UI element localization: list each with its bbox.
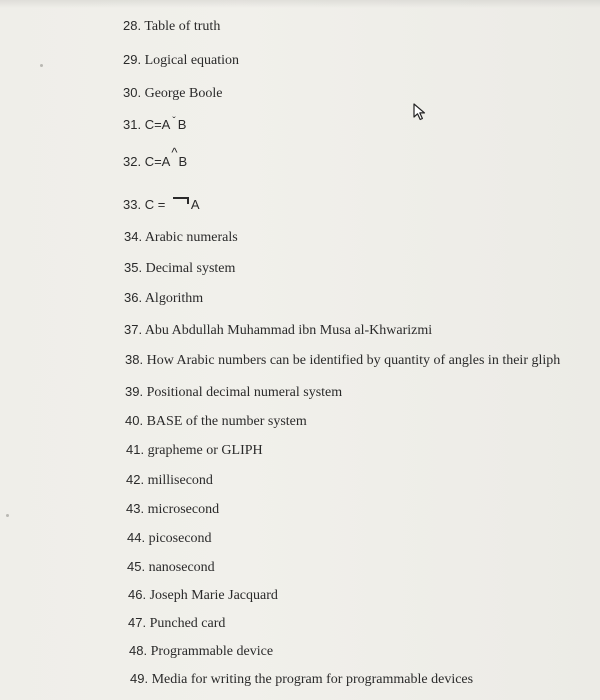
- item-number: 37.: [124, 322, 143, 337]
- list-item: [126, 441, 263, 460]
- expression-left: C=A: [144, 117, 171, 132]
- list-item: [123, 84, 222, 103]
- item-number: 42.: [126, 472, 145, 487]
- item-number: 29.: [123, 52, 142, 67]
- item-number: 49.: [130, 671, 149, 686]
- item-text: Table of truth: [144, 19, 221, 34]
- item-text: microsecond: [147, 502, 220, 517]
- expression-right: A: [190, 197, 200, 212]
- list-item: [125, 351, 560, 370]
- list-item: [127, 529, 212, 548]
- list-item: [130, 670, 473, 689]
- list-item: [127, 558, 215, 577]
- list-item: [124, 259, 235, 278]
- item-number: 48.: [129, 643, 148, 658]
- list-item: [125, 383, 342, 402]
- item-number: 35.: [124, 260, 143, 275]
- item-number: 40.: [125, 413, 144, 428]
- item-text: Joseph Marie Jacquard: [149, 588, 278, 603]
- logic-expression: [144, 145, 188, 171]
- item-number: 28.: [123, 18, 142, 33]
- list-item: [124, 321, 432, 340]
- item-text: Decimal system: [145, 261, 236, 276]
- list-item: [123, 196, 200, 214]
- item-text: Positional decimal numeral system: [146, 385, 343, 400]
- item-text: nanosecond: [148, 560, 215, 575]
- item-text: Algorithm: [144, 291, 204, 306]
- item-number: 44.: [127, 530, 146, 545]
- item-number: 31.: [123, 117, 142, 132]
- item-text: BASE of the number system: [146, 414, 307, 429]
- or-operator: ˇ: [172, 116, 176, 127]
- list-item: [125, 412, 307, 431]
- item-text: Media for writing the program for programmable devices: [151, 672, 474, 687]
- expression-left: C=A: [144, 154, 171, 169]
- and-operator: ^: [171, 145, 178, 160]
- list-item: [123, 145, 188, 171]
- list-item: [128, 614, 225, 633]
- item-text: Programmable device: [150, 644, 274, 659]
- list-item: [124, 228, 238, 247]
- list-item: [126, 500, 219, 519]
- list-item: [123, 116, 186, 136]
- item-number: 45.: [127, 559, 146, 574]
- item-number: 34.: [124, 229, 143, 244]
- list-item: [123, 17, 220, 36]
- item-number: 33.: [123, 197, 142, 212]
- not-operator-icon: [169, 196, 191, 214]
- item-number: 32.: [123, 154, 142, 169]
- list-item: [124, 289, 203, 308]
- logic-expression: [145, 196, 200, 214]
- item-text: George Boole: [144, 86, 223, 101]
- item-text: millisecond: [147, 473, 213, 488]
- item-text: Logical equation: [144, 53, 240, 68]
- list-item: [123, 51, 239, 70]
- expression-right: B: [178, 154, 188, 169]
- item-number: 46.: [128, 587, 147, 602]
- list-item: [126, 471, 213, 490]
- item-number: 47.: [128, 615, 147, 630]
- item-number: 30.: [123, 85, 142, 100]
- expression-left: C =: [144, 197, 166, 212]
- item-number: 39.: [125, 384, 144, 399]
- item-text: picosecond: [148, 531, 212, 546]
- item-text: Punched card: [149, 616, 226, 631]
- logic-expression: [145, 116, 187, 136]
- item-number: 43.: [126, 501, 145, 516]
- list-item: [129, 642, 273, 661]
- item-text: Arabic numerals: [144, 230, 238, 245]
- item-number: 41.: [126, 442, 145, 457]
- item-number: 36.: [124, 290, 143, 305]
- mouse-pointer-icon: [413, 103, 427, 121]
- item-text: grapheme or GLIPH: [147, 443, 263, 458]
- expression-right: B: [177, 117, 187, 132]
- list-item: [128, 586, 278, 605]
- item-number: 38.: [125, 352, 144, 367]
- item-text: Abu Abdullah Muhammad ibn Musa al-Khwarizmi: [144, 323, 433, 338]
- item-text: How Arabic numbers can be identified by quantity of angles in their gliph: [146, 353, 561, 368]
